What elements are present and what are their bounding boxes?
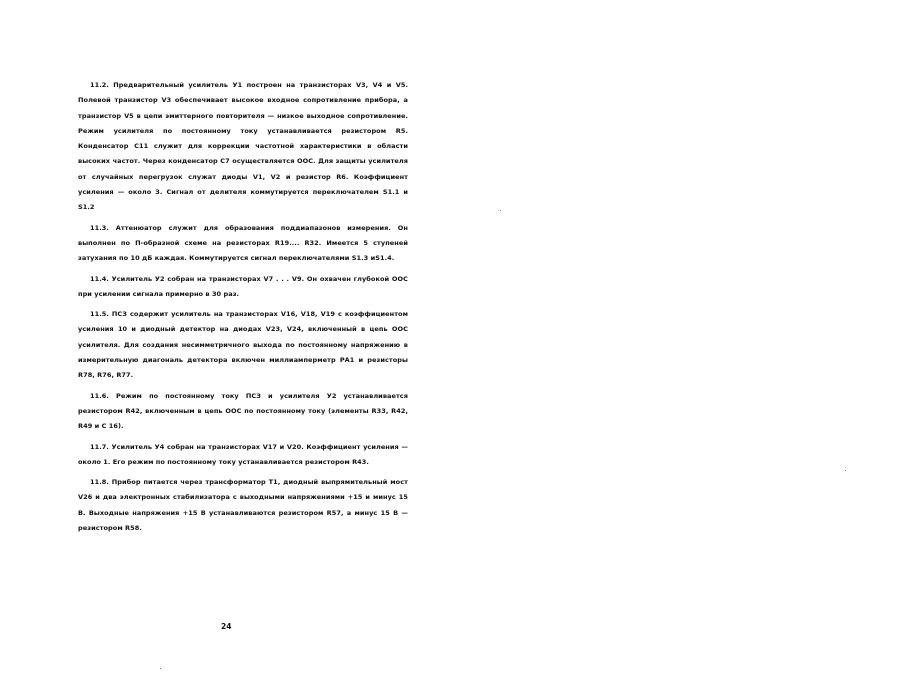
- page-number: 24: [221, 622, 232, 631]
- scan-speck: [160, 668, 161, 669]
- paragraph-11-7: 11.7. Усилитель У4 собран на транзисторах V17 и V20. Коэффициент усиления — около 1. Его режим по постоянному току устанавливается резистором R43.: [78, 442, 408, 466]
- scan-speck: [845, 470, 846, 471]
- paragraph-11-4: 11.4. Усилитель У2 собран на транзисторах V7 . . . V9. Он охвачен глубокой ООС при усилении сигнала примерно в 30 раз.: [78, 274, 408, 298]
- text-column: [78, 78, 408, 541]
- paragraph-11-6: 11.6. Режим по постоянному току ПСЗ и усилителя У2 устанавливается резистором R42, включенным в цепь ООС по постоянному току (элементы R33, R42, R49 и С 16).: [78, 391, 408, 431]
- paragraph-11-5: 11.5. ПСЗ содержит усилитель на транзисторах V16, V18, V19 с коэффициентом усиления 10 и диодный детектор на диодах V23, V24, включенный в цепь ООС усилителя. Для создания несимметричного выхода по постоянному напряжению в измерительную диагональ детектора включен миллиамперметр РА1 и резисторы R78, R76, R77.: [78, 310, 408, 380]
- scan-speck: [500, 210, 501, 211]
- paragraph-11-2: 11.2. Предварительный усилитель У1 построен на транзисторах V3, V4 и V5. Полевой транзистор V3 обеспечивает высокое входное сопротивление прибора, а транзистор V5 в цепи эмиттерного повторителя — низкое выходное сопротивление. Режим усилителя по постоянному току устанавливается резистором R5. Конденсатор С11 служит для коррекции частотной характеристики в области высоких частот. Через конденсатор С7 осуществляется ООС. Для защиты усилителя от случайных перегрузок служат диоды V1, V2 и резистор R6. Коэффициент усиления — около 3. Сигнал от делителя коммутируется переключателем S1.1 и S1.2: [78, 81, 408, 212]
- paragraph-11-8: 11.8. Прибор питается через трансформатор Т1, диодный выпрямительный мост V26 и два электронных стабилизатора с выходными напряжениями +15 и минус 15 В. Выходные напряжения +15 В устанавливаются резистором R57, а минус 15 В — резистором R58.: [78, 478, 408, 533]
- paragraph-11-3: 11.3. Аттенюатор служит для образования поддиапазонов измерения. Он выполнен по П-образной схеме на резисторах R19.... R32. Имеется 5 ступеней затухания по 10 дБ каждая. Коммутируется сигнал переключателями S1.3 иS1.4.: [78, 223, 408, 263]
